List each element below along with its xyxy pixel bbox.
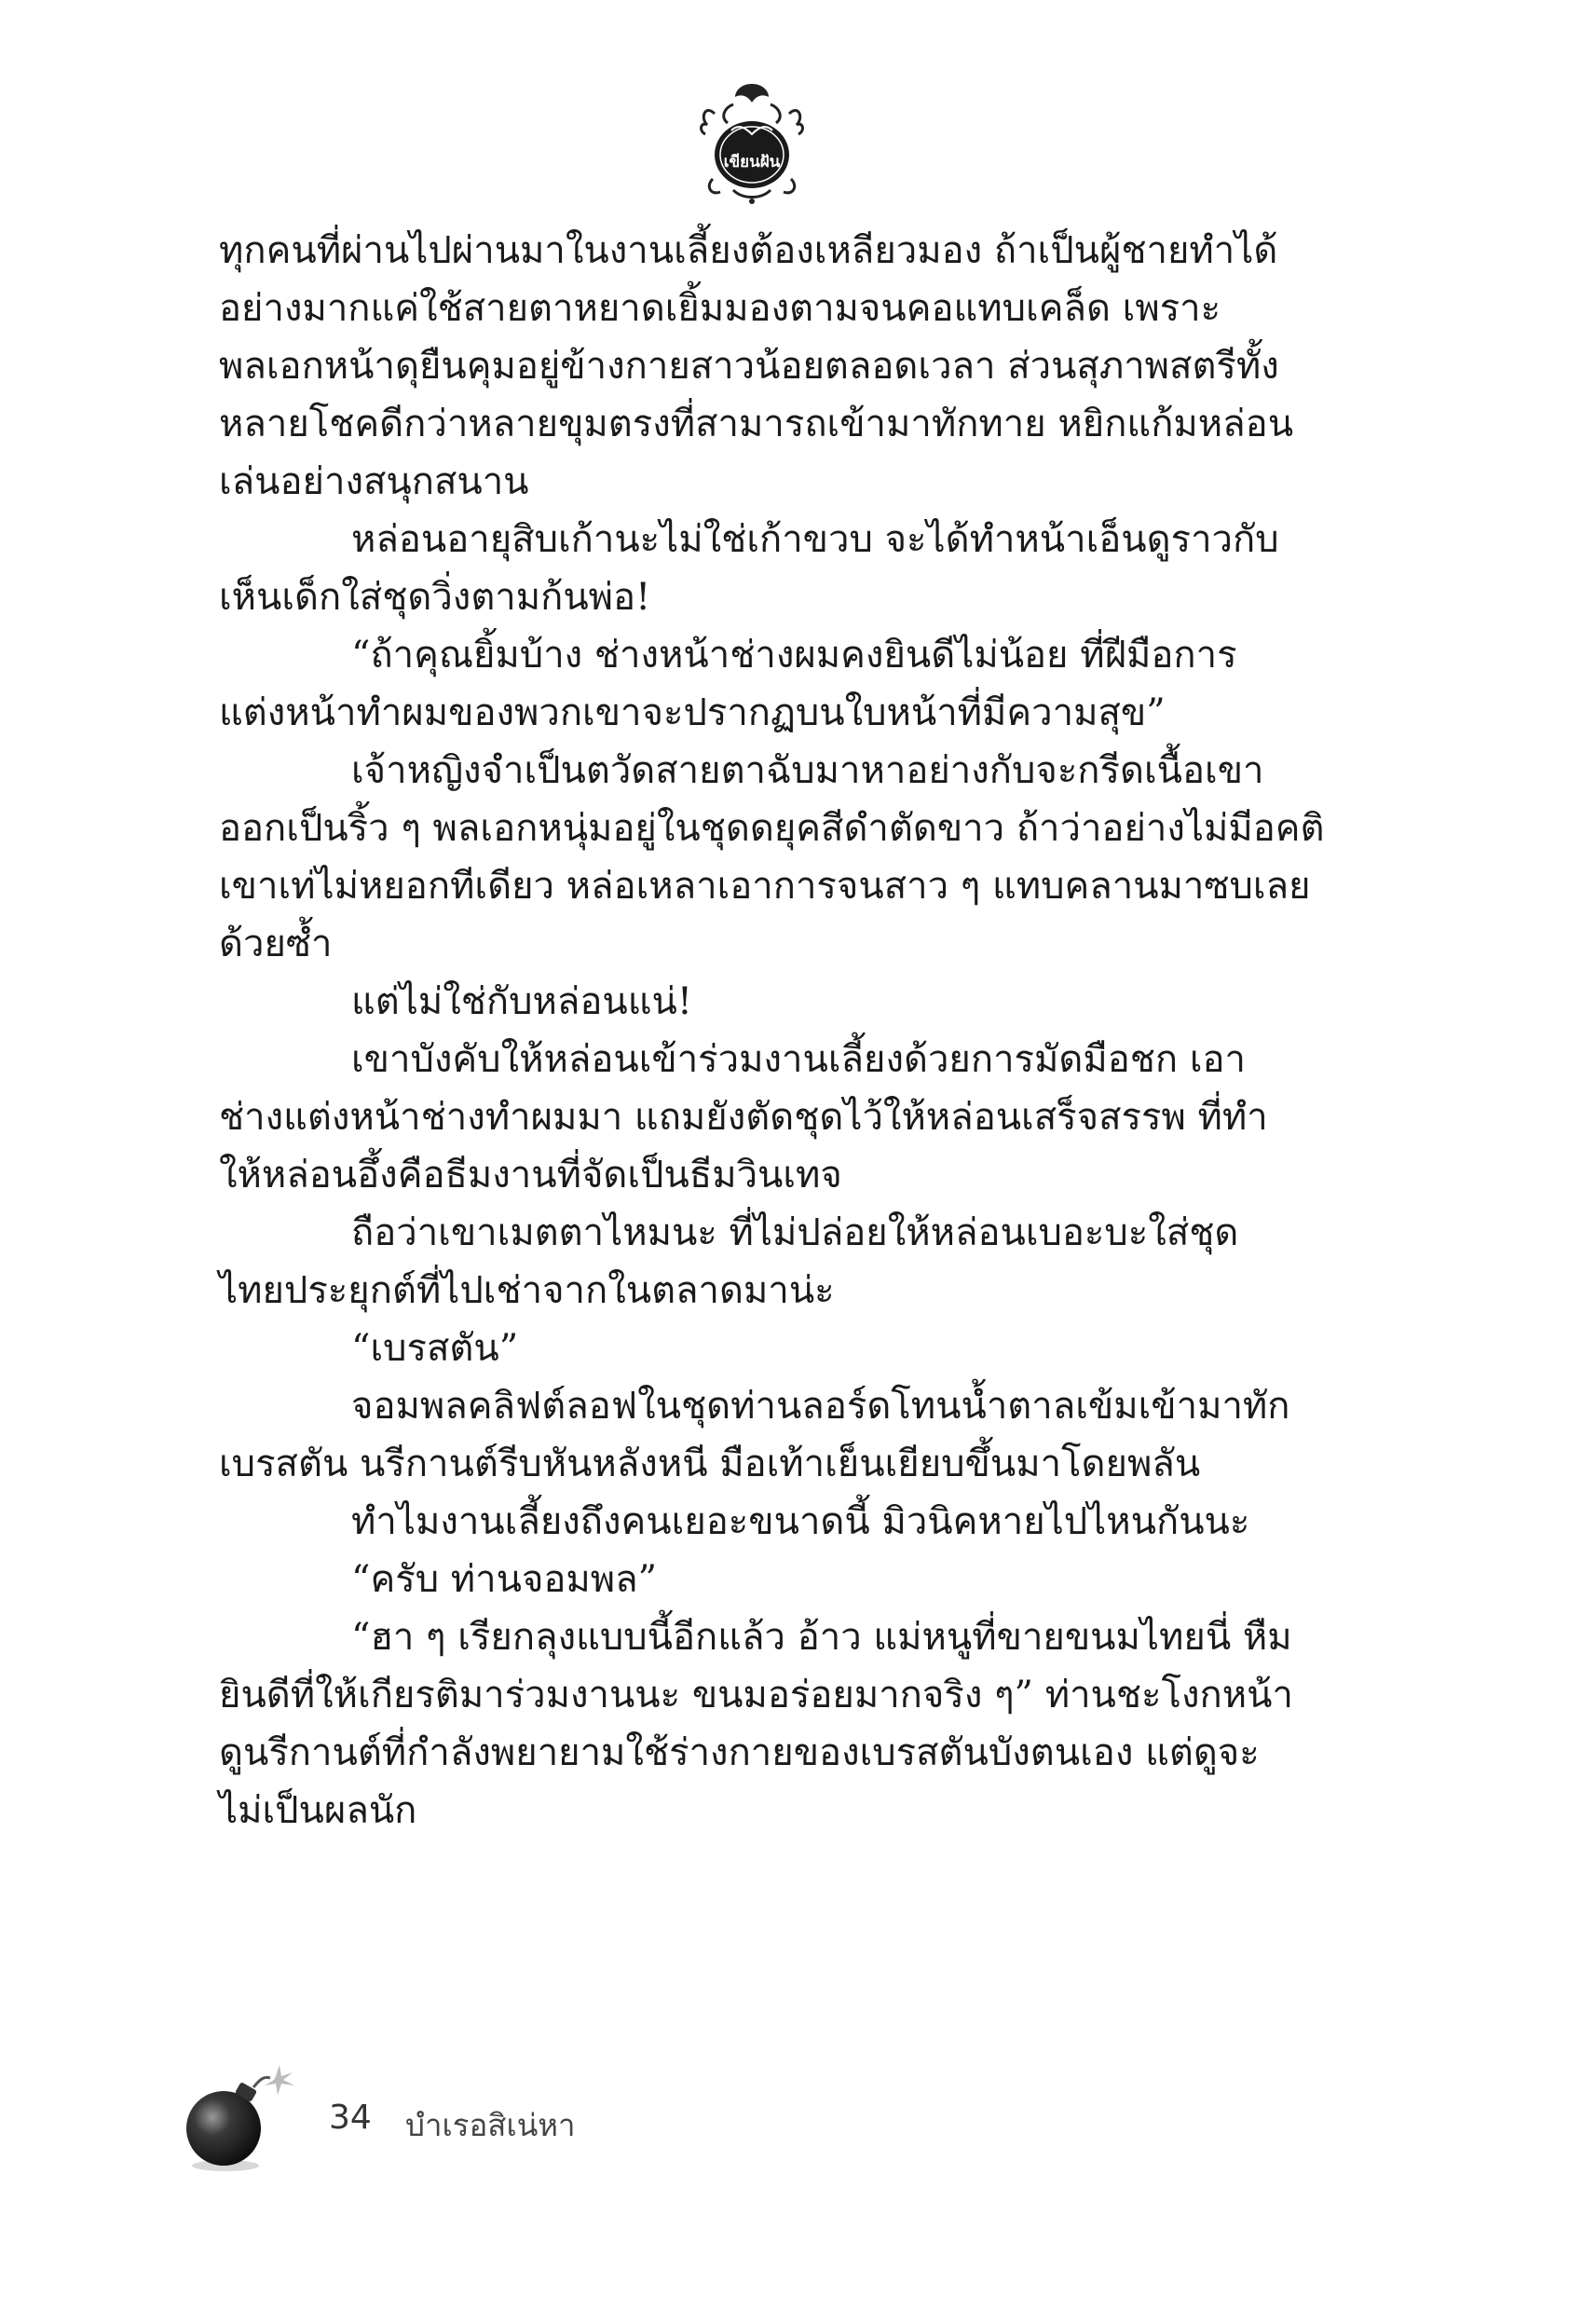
body-text xyxy=(219,222,1337,1839)
body-line: เจ้าหญิงจำเป็นตวัดสายตาฉับมาหาอย่างกับจะกรีดเนื้อเขา xyxy=(351,749,1264,792)
body-line: หล่อนอายุสิบเก้านะไม่ใช่เก้าขวบ จะได้ทำหน้าเอ็นดูราวกับ xyxy=(351,518,1279,561)
bomb-icon xyxy=(179,2061,319,2173)
body-line: พลเอกหน้าดุยืนคุมอยู่ข้างกายสาวน้อยตลอดเวลา ส่วนสุภาพสตรีทั้ง xyxy=(219,345,1279,388)
body-line: หลายโชคดีกว่าหลายขุมตรงที่สามารถเข้ามาทักทาย หยิกแก้มหล่อน xyxy=(219,403,1294,445)
body-line: ด้วยซ้ำ xyxy=(219,923,333,965)
body-line: อย่างมากแค่ใช้สายตาหยาดเยิ้มมองตามจนคอแทบเคล็ด เพราะ xyxy=(219,287,1221,330)
body-line: “ครับ ท่านจอมพล” xyxy=(351,1558,658,1601)
header-logo xyxy=(687,76,817,207)
body-line: ออกเป็นริ้ว ๆ พลเอกหนุ่มอยู่ในชุดดยุคสีดำตัดขาว ถ้าว่าอย่างไม่มีอคติ xyxy=(219,807,1325,850)
body-line: เขาเท่ไม่หยอกทีเดียว หล่อเหลาเอาการจนสาว ๆ แทบคลานมาซบเลย xyxy=(219,865,1311,908)
ornamental-crest-icon xyxy=(687,76,817,207)
body-line: ช่างแต่งหน้าช่างทำผมมา แถมยังตัดชุดไว้ให้หล่อนเสร็จสรรพ ที่ทำ xyxy=(219,1096,1268,1139)
page-number: 34 xyxy=(329,2099,372,2137)
body-line: ถือว่าเขาเมตตาไหมนะ ที่ไม่ปล่อยให้หล่อนเบอะบะใส่ชุด xyxy=(351,1211,1239,1254)
body-line: แต่งหน้าทำผมของพวกเขาจะปรากฏบนใบหน้าที่มีความสุข” xyxy=(219,691,1166,734)
book-title: บำเรอสิเน่หา xyxy=(405,2107,576,2143)
logo-label: เขียนฝัน xyxy=(723,153,781,171)
body-line: เบรสตัน นรีกานต์รีบหันหลังหนี มือเท้าเย็นเยียบขึ้นมาโดยพลัน xyxy=(219,1443,1201,1485)
body-line: จอมพลคลิฟต์ลอฟในชุดท่านลอร์ดโทนน้ำตาลเข้มเข้ามาทัก xyxy=(351,1385,1290,1428)
body-line: ให้หล่อนอึ้งคือธีมงานที่จัดเป็นธีมวินเทจ xyxy=(219,1154,842,1197)
body-line: “เบรสตัน” xyxy=(351,1327,519,1370)
body-line: เล่นอย่างสนุกสนาน xyxy=(219,460,529,503)
body-line: “ฮา ๆ เรียกลุงแบบนี้อีกแล้ว อ้าว แม่หนูที่ขายขนมไทยนี่ หืม xyxy=(351,1616,1292,1659)
body-line: “ถ้าคุณยิ้มบ้าง ช่างหน้าช่างผมคงยินดีไม่น้อย ที่ฝีมือการ xyxy=(351,634,1237,677)
body-line: ไทยประยุกต์ที่ไปเช่าจากในตลาดมาน่ะ xyxy=(219,1269,835,1312)
body-line: ดูนรีกานต์ที่กำลังพยายามใช้ร่างกายของเบรสตันบังตนเอง แต่ดูจะ xyxy=(219,1731,1260,1774)
body-line: ทำไมงานเลี้ยงถึงคนเยอะขนาดนี้ มิวนิคหายไปไหนกันนะ xyxy=(351,1500,1250,1543)
body-line: ไม่เป็นผลนัก xyxy=(219,1789,417,1832)
body-line: ทุกคนที่ผ่านไปผ่านมาในงานเลี้ยงต้องเหลียวมอง ถ้าเป็นผู้ชายทำได้ xyxy=(219,229,1278,272)
body-line: เห็นเด็กใส่ชุดวิ่งตามก้นพ่อ! xyxy=(219,576,651,619)
body-line: ยินดีที่ให้เกียรติมาร่วมงานนะ ขนมอร่อยมากจริง ๆ” ท่านชะโงกหน้า xyxy=(219,1674,1293,1716)
page-footer xyxy=(179,2061,831,2173)
body-line: เขาบังคับให้หล่อนเข้าร่วมงานเลี้ยงด้วยการมัดมือชก เอา xyxy=(351,1038,1246,1081)
body-line: แต่ไม่ใช่กับหล่อนแน่! xyxy=(351,980,692,1023)
